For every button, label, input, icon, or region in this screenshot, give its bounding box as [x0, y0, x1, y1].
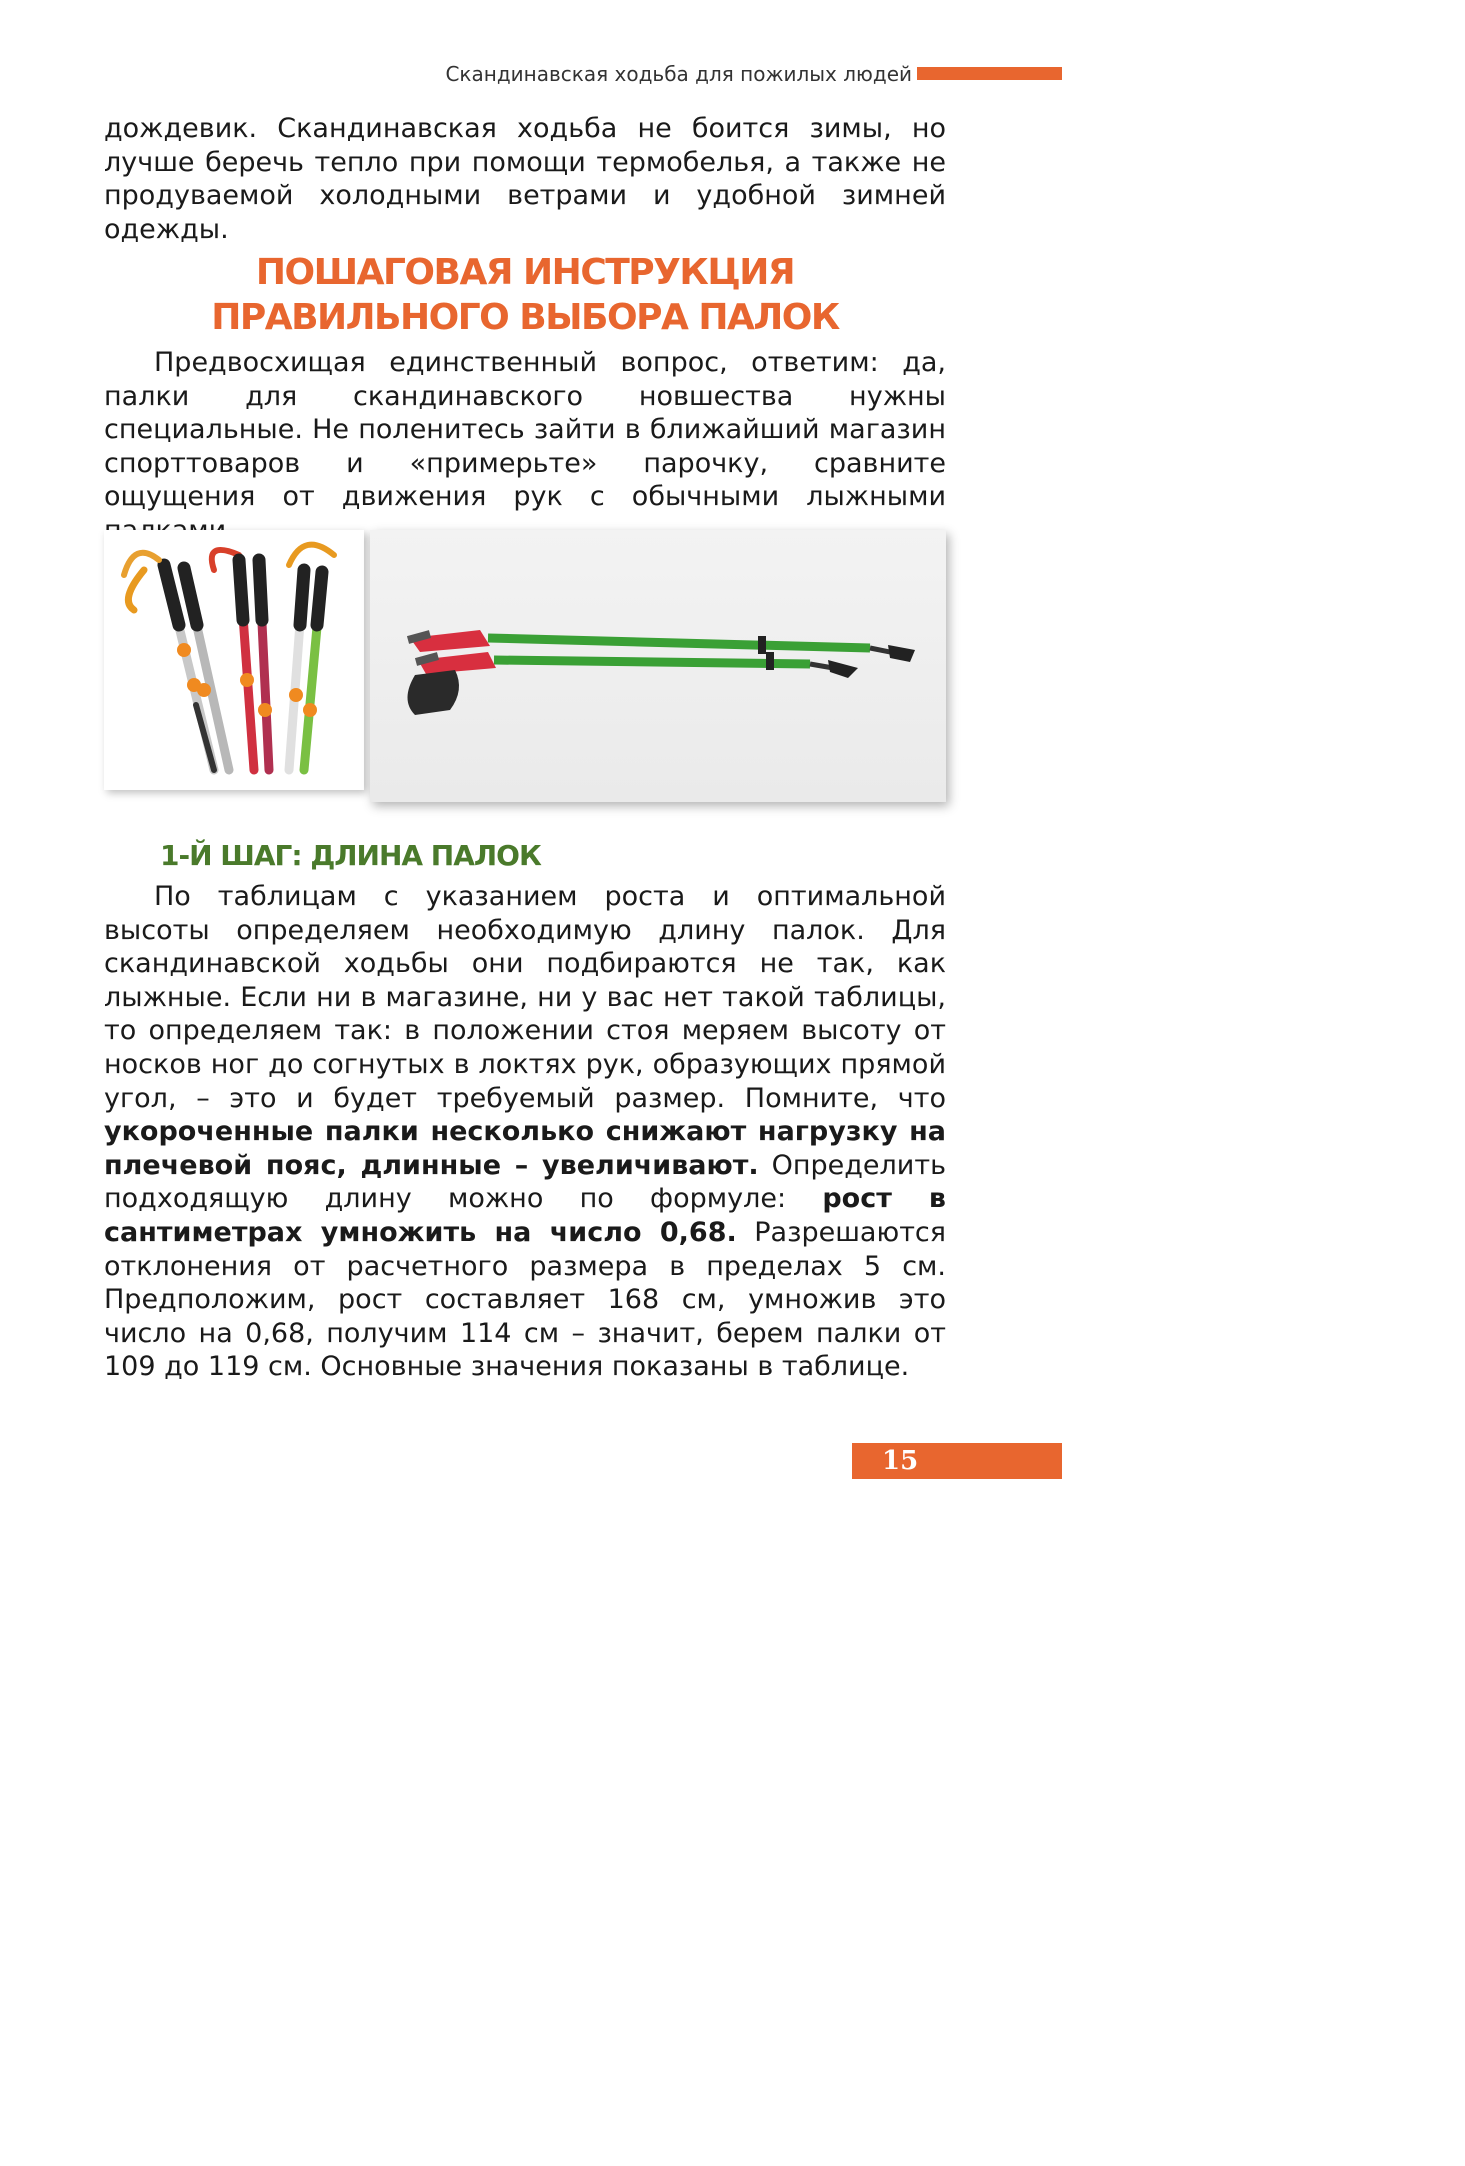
paragraph-text [104, 880, 946, 1384]
paragraph-text: дождевик. Скандинавская ходьба не боится зимы, но лучше беречь тепло при помощи термобелья, а также не продуваемой холодными ветрами и удобной зимней одежды. [104, 113, 946, 245]
text-run: Определить подходящую длину можно по формуле: [104, 1149, 946, 1215]
bold-text: укороченные палки несколько снижают нагрузку на плечевой пояс, длинные – увеличивают. [104, 1116, 946, 1181]
text-run: По таблицам с указанием роста и оптимальной высоты определяем необходимую длину палок. Для скандинавской ходьбы они подбираются не так, как лыжные. Если ни в магазине, ни у вас нет такой таблицы, то определяем так: в положении стоя меряем высоту от носков ног до согнутых в локтях рук, образующих прямой угол, – это и будет требуемый размер. Помните, что [104, 881, 946, 1114]
paragraph-text: Предвосхищая единственный вопрос, ответим: да, палки для скандинавского новшества нужны специальные. Не поленитесь зайти в ближайший магазин спорттоваров и «примерьте» парочку, сравните ощущения от движения рук с обычными лыжными [104, 347, 946, 513]
photo-folding-poles [104, 530, 364, 790]
header-accent-bar [917, 67, 1062, 80]
section-title [104, 250, 946, 340]
step-heading: 1-Й ШАГ: ДЛИНА ПАЛОК [160, 839, 541, 872]
paragraph-length [104, 880, 946, 1384]
photo-green-poles [370, 530, 946, 802]
page-number: 15 [852, 1443, 1062, 1479]
running-header [0, 62, 1062, 86]
title-line-1: ПОШАГОВАЯ ИНСТРУКЦИЯ [255, 252, 795, 293]
paragraph-intro [104, 112, 946, 246]
text-run: Разрешаются отклонения от расчетного размера в пределах 5 см. Предположим, рост составляет 168 см, умножив это число на 0,68, получим 114 см – значит, берем палки от 109 до 119 см. Основные значения показаны в таблице. [104, 1216, 947, 1383]
running-title: Скандинавская ходьба для пожилых людей [445, 62, 912, 86]
bold-text: рост в сантиметрах умножить на число 0,68. [104, 1183, 946, 1248]
title-line-2: ПРАВИЛЬНОГО ВЫБОРА ПАЛОК [211, 297, 839, 338]
paragraph-poles [104, 346, 946, 548]
